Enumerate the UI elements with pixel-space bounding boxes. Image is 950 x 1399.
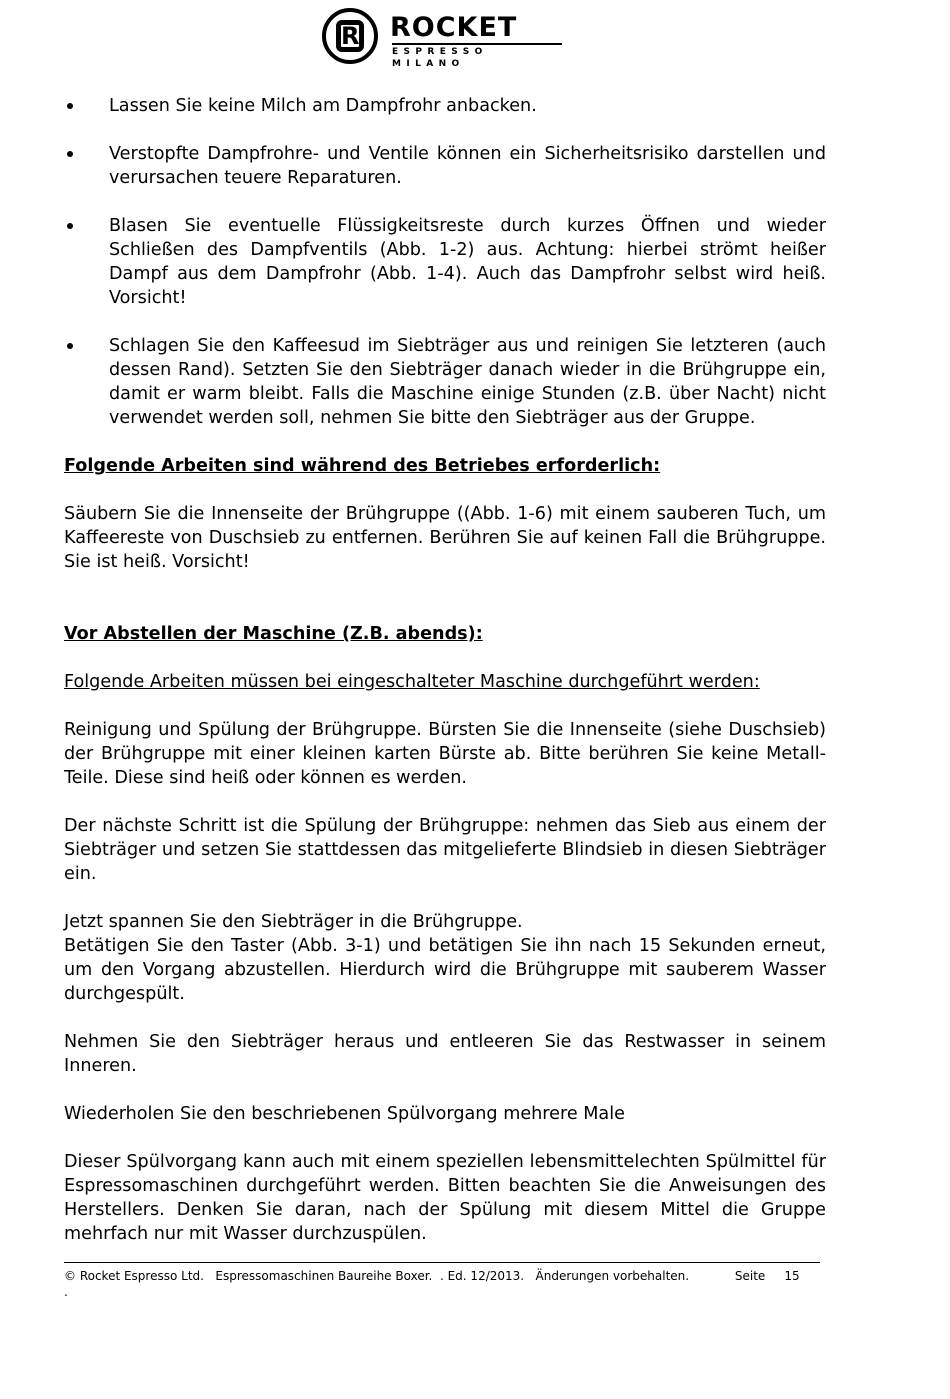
page-number: 15	[784, 1269, 800, 1283]
list-item: Lassen Sie keine Milch am Dampfrohr anbacken.	[64, 94, 826, 118]
list-item: Verstopfte Dampfrohre- und Ventile können ein Sicherheitsrisiko darstellen und verursachen teuere Reparaturen.	[64, 142, 826, 190]
section-heading: Folgende Arbeiten sind während des Betriebes erforderlich:	[64, 456, 661, 476]
page-content	[64, 94, 826, 1270]
page-footer	[64, 1262, 824, 1300]
paragraph: Nehmen Sie den Siebträger heraus und entleeren Sie das Restwasser in seinem Inneren.	[64, 1032, 826, 1076]
paragraph: Dieser Spülvorgang kann auch mit einem speziellen lebensmittelechten Spülmittel für Espressomaschinen durchgeführt werden. Bitten beachten Sie die Anweisungen des Herstellers. Denken Sie daran, nach der Spülung mit diesem Mittel die Gruppe mehrfach nur mit Wasser durchzuspülen.	[64, 1152, 826, 1244]
section-subheading: Folgende Arbeiten müssen bei eingeschalteter Maschine durchgeführt werden:	[64, 672, 760, 692]
footer-divider	[64, 1262, 820, 1263]
paragraph: Der nächste Schritt ist die Spülung der Brühgruppe: nehmen das Sieb aus einem der Siebträger und setzen Sie stattdessen das mitgelieferte Blindsieb in diesen Siebträger ein.	[64, 816, 826, 884]
footer-copyright: © Rocket Espresso Ltd. Espressomaschinen Baureihe Boxer. . Ed. 12/2013. Änderungen vorbehalten.	[64, 1269, 690, 1283]
logo-tagline: ESPRESSO MILANO	[392, 47, 488, 69]
rocket-logo	[322, 8, 567, 70]
page-label: Seite	[734, 1269, 766, 1283]
section-heading: Vor Abstellen der Maschine (Z.B. abends):	[64, 624, 483, 644]
paragraph: Wiederholen Sie den beschriebenen Spülvorgang mehrere Male	[64, 1104, 625, 1124]
bullet-list	[64, 94, 826, 430]
paragraph: Jetzt spannen Sie den Siebträger in die Brühgruppe.	[64, 912, 523, 932]
logo-circle-icon	[322, 8, 378, 64]
list-item: Schlagen Sie den Kaffeesud im Siebträger aus und reinigen Sie letzteren (auch dessen Rand). Setzten Sie den Siebträger danach wieder in die Brühgruppe ein, damit er warm bleibt. Falls die Maschine einige Stunden (z.B. über Nacht) nicht verwendet werden soll, nehmen Sie bitte den Siebträger aus der Gruppe.	[64, 334, 826, 430]
logo-brand: ROCKET	[390, 12, 518, 43]
logo-divider	[392, 43, 562, 45]
paragraph: Betätigen Sie den Taster (Abb. 3-1) und betätigen Sie ihn nach 15 Sekunden erneut, um den Vorgang abzustellen. Hierdurch wird die Brühgruppe mit sauberem Wasser durchgespült.	[64, 936, 826, 1004]
footer-dot: .	[64, 1285, 68, 1299]
logo-letter: R	[336, 20, 364, 52]
list-item: Blasen Sie eventuelle Flüssigkeitsreste durch kurzes Öffnen und wieder Schließen des Dampfventils (Abb. 1-2) aus. Achtung: hierbei strömt heißer Dampf aus dem Dampfrohr (Abb. 1-4). Auch das Dampfrohr selbst wird heiß. Vorsicht!	[64, 214, 826, 310]
paragraph: Säubern Sie die Innenseite der Brühgruppe ((Abb. 1-6) mit einem sauberen Tuch, um Kaffeereste von Duschsieb zu entfernen. Berühren Sie auf keinen Fall die Brühgruppe. Sie ist heiß. Vorsicht!	[64, 504, 826, 572]
paragraph: Reinigung und Spülung der Brühgruppe. Bürsten Sie die Innenseite (siehe Duschsieb) der Brühgruppe mit einer kleinen karten Bürste ab. Bitte berühren Sie keine Metall-Teile. Diese sind heiß oder können es werden.	[64, 720, 826, 788]
footer-text	[64, 1268, 824, 1284]
